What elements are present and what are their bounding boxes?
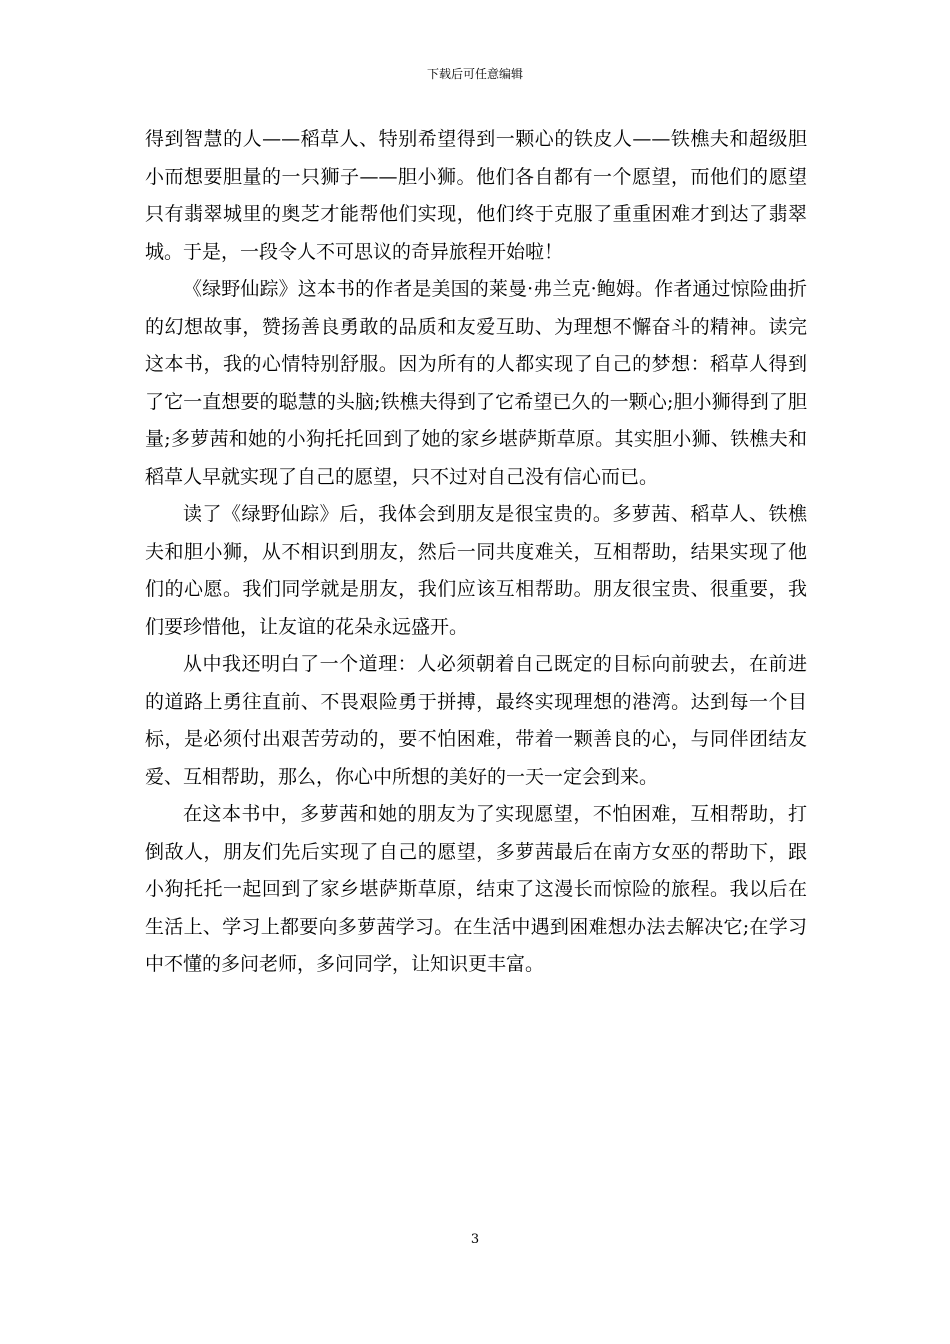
paragraph-friendship: 读了《绿野仙踪》后，我体会到朋友是很宝贵的。多萝茜、稻草人、铁樵夫和胆小狮，从不相识到朋友，然后一同共度难关，互相帮助，结果实现了他们的心愿。我们同学就是朋友，我们应该互相帮助。朋友很宝贵、很重要，我们要珍惜他，让友谊的花朵永远盛开。 xyxy=(145,503,807,638)
page-header: 下载后可任意编辑 xyxy=(426,67,523,81)
page-number: 3 xyxy=(470,1232,480,1247)
paragraph-book-author: 《绿野仙踪》这本书的作者是美国的莱曼·弗兰克·鲍姆。作者通过惊险曲折的幻想故事，赞扬善良勇敢的品质和友爱互助、为理想不懈奋斗的精神。读完这本书，我的心情特别舒服。因为所有的人都实现了自己的梦想：稻草人得到了它一直想要的聪慧的头脑;铁樵夫得到了它希望已久的一颗心;胆小狮得到了胆量;多萝茜和她的小狗托托回到了她的家乡堪萨斯草原。其实胆小狮、铁樵夫和稻草人早就实现了自己的愿望，只不过对自己没有信心而已。 xyxy=(145,278,807,488)
paragraph-lesson: 从中我还明白了一个道理：人必须朝着自己既定的目标向前驶去，在前进的道路上勇往直前、不畏艰险勇于拼搏，最终实现理想的港湾。达到每一个目标，是必须付出艰苦劳动的，要不怕困难，带着一颗善良的心，与同伴团结友爱、互相帮助，那么，你心中所想的美好的一天一定会到来。 xyxy=(145,653,807,788)
paragraph-conclusion: 在这本书中，多萝茜和她的朋友为了实现愿望，不怕困难，互相帮助，打倒敌人，朋友们先后实现了自己的愿望，多萝茜最后在南方女巫的帮助下，跟小狗托托一起回到了家乡堪萨斯草原，结束了这漫长而惊险的旅程。我以后在生活上、学习上都要向多萝茜学习。在生活中遇到困难想办法去解决它;在学习中不懂的多问老师，多问同学，让知识更丰富。 xyxy=(145,803,807,975)
paragraph-continuation: 得到智慧的人——稻草人、特别希望得到一颗心的铁皮人——铁樵夫和超级胆小而想要胆量的一只狮子——胆小狮。他们各自都有一个愿望，而他们的愿望只有翡翠城里的奥芝才能帮他们实现，他们终于克服了重重困难才到达了翡翠城。于是，一段令人不可思议的奇异旅程开始啦！ xyxy=(145,128,807,263)
document-body xyxy=(145,121,807,984)
